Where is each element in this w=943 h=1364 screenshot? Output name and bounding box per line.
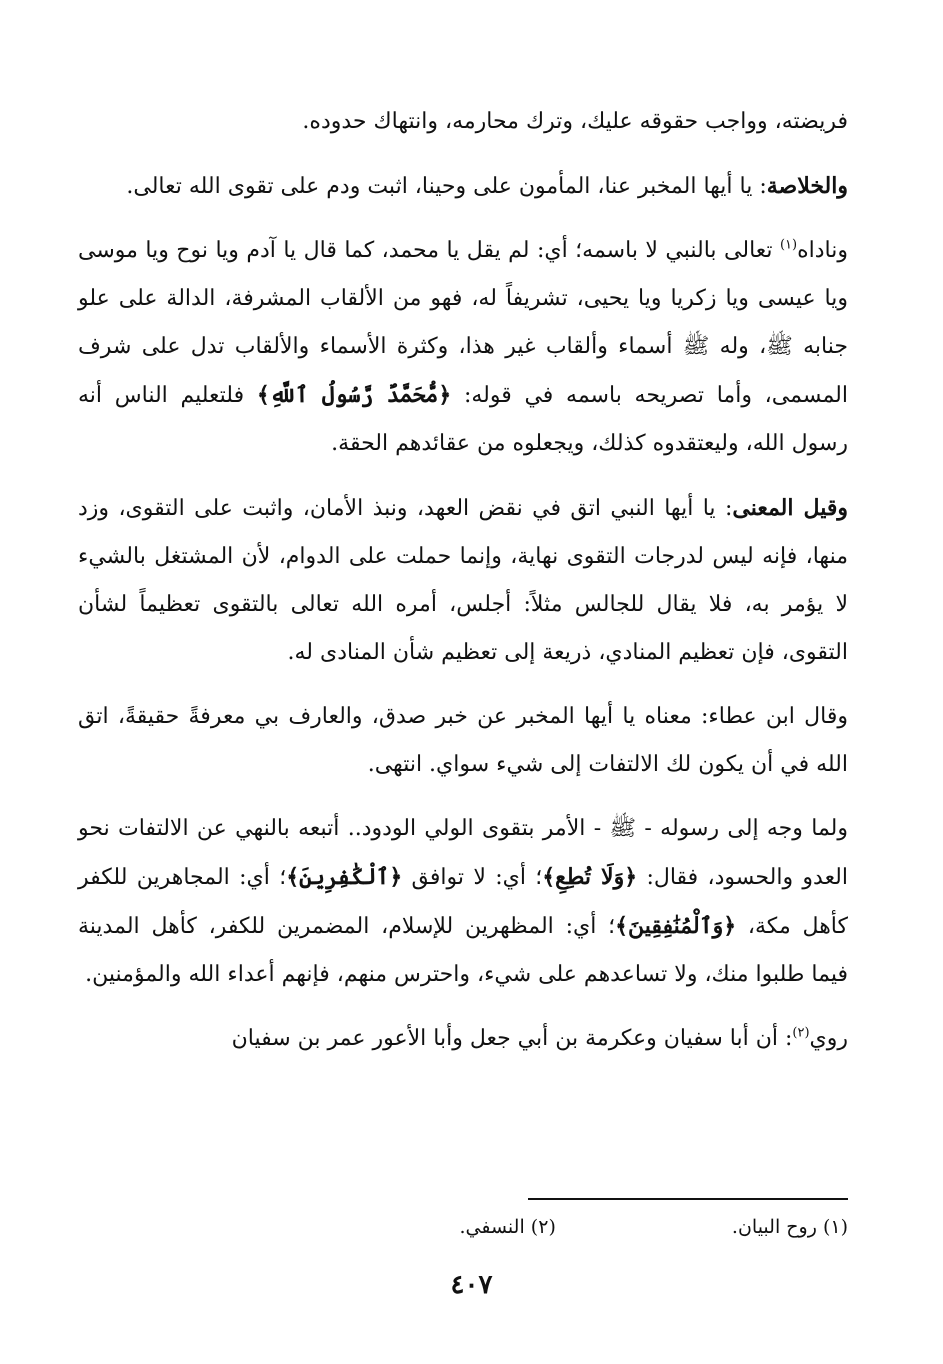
text-run: ؛ أي: لا توافق (402, 865, 543, 890)
footnote-2-number: (٢) (530, 1216, 556, 1238)
paragraph (78, 98, 848, 146)
paragraph-heading: وقيل المعنى (732, 495, 848, 521)
text-run: ولما وجه إلى رسوله - ﷺ - الأمر بتقوى الولي الودود.. أتبعه بالنهي عن الالتفات نحو العدو والحسود، فقال: (78, 816, 848, 890)
quran-quote: ﴿وَلَا تُطِعِ﴾ (542, 864, 638, 890)
paragraph-heading: والخلاصة (766, 173, 848, 199)
paragraph (78, 227, 848, 468)
paragraph (78, 1015, 848, 1063)
text-run: فلتعليم الناس أنه رسول الله، وليعتقدوه كذلك، ويجعلوه من عقائدهم الحقة. (78, 383, 848, 456)
footnote-2 (460, 1212, 556, 1242)
footnote-ref: (١) (779, 237, 798, 253)
footnote-1-text: روح البيان. (731, 1216, 817, 1238)
quran-quote: ﴿مُّحَمَّدٌ رَّسُولُ ٱللَّهِ﴾ (256, 382, 452, 408)
footnotes (300, 1212, 848, 1242)
footnote-2-text: النسفي. (459, 1216, 525, 1238)
text-run: روي (809, 1026, 848, 1051)
paragraph (78, 484, 848, 677)
quran-quote: ﴿ٱلْكَٰفِرِينَ﴾ (286, 864, 403, 890)
text-run: : يا أيها المخبر عنا، المأمون على وحينا، اثبت ودم على تقوى الله تعالى. (126, 174, 767, 199)
text-run: وناداه (797, 238, 848, 263)
text-run: : يا أيها النبي اتق في نقض العهد، ونبذ الأمان، واثبت على التقوى، وزد منها، فإنه ليس لدرجات التقوى نهاية، وإنما حملت على الدوام، لأن المشتغل بالشيء لا يؤمر به، فلا يقال للجالس مثلاً: أجلس، أمره الله تعالى بالتقوى تعظيماً لشأن التقوى، فإن تعظيم المنادي، ذريعة إلى تعظيم شأن المنادى له. (78, 496, 848, 665)
text-run: ؛ أي: المظهرين للإسلام، المضمرين للكفر، كأهل المدينة فيما طلبوا منك، ولا تساعدهم على شيء، واحترس منهم، فإنهم أعداء الله والمؤمنين. (78, 914, 848, 987)
footnote-separator (528, 1198, 848, 1200)
text-run: : أن أبا سفيان وعكرمة بن أبي جعل وأبا الأعور عمر بن سفيان (231, 1026, 793, 1051)
paragraph (78, 805, 848, 999)
footnote-ref: (٢) (792, 1025, 810, 1041)
text-run: ؛ أي: المجاهرين للكفر كأهل مكة، (78, 865, 848, 939)
footnote-1-number: (١) (822, 1216, 848, 1238)
text-run: فريضته، وواجب حقوقه عليك، وترك محارمه، وانتهاك حدوده. (302, 109, 848, 134)
text-run: تعالى بالنبي لا باسمه؛ أي: لم يقل يا محمد، كما قال يا آدم ويا نوح ويا موسى ويا عيسى ويا زكريا ويا يحيى، تشريفاً له، فهو من الألقاب المشرفة، الدالة على علو جنابه ﷺ، وله ﷺ أسماء وألقاب غير هذا، وكثرة الأسماء والألقاب تدل على شرف المسمى، وأما تصريحه باسمه في قوله: (78, 238, 848, 408)
page-number: ٤٠٧ (450, 1270, 493, 1300)
main-text (78, 98, 848, 1063)
paragraph (78, 162, 848, 211)
footnote-1 (732, 1212, 848, 1242)
quran-quote: ﴿وَٱلْمُنَٰفِقِينَ﴾ (615, 913, 737, 939)
text-run: وقال ابن عطاء: معناه يا أيها المخبر عن خبر صدق، والعارف بي معرفةً حقيقةً، اتق الله في أن يكون لك الالتفات إلى شيء سواي. انتهى. (78, 704, 848, 777)
paragraph (78, 693, 848, 789)
